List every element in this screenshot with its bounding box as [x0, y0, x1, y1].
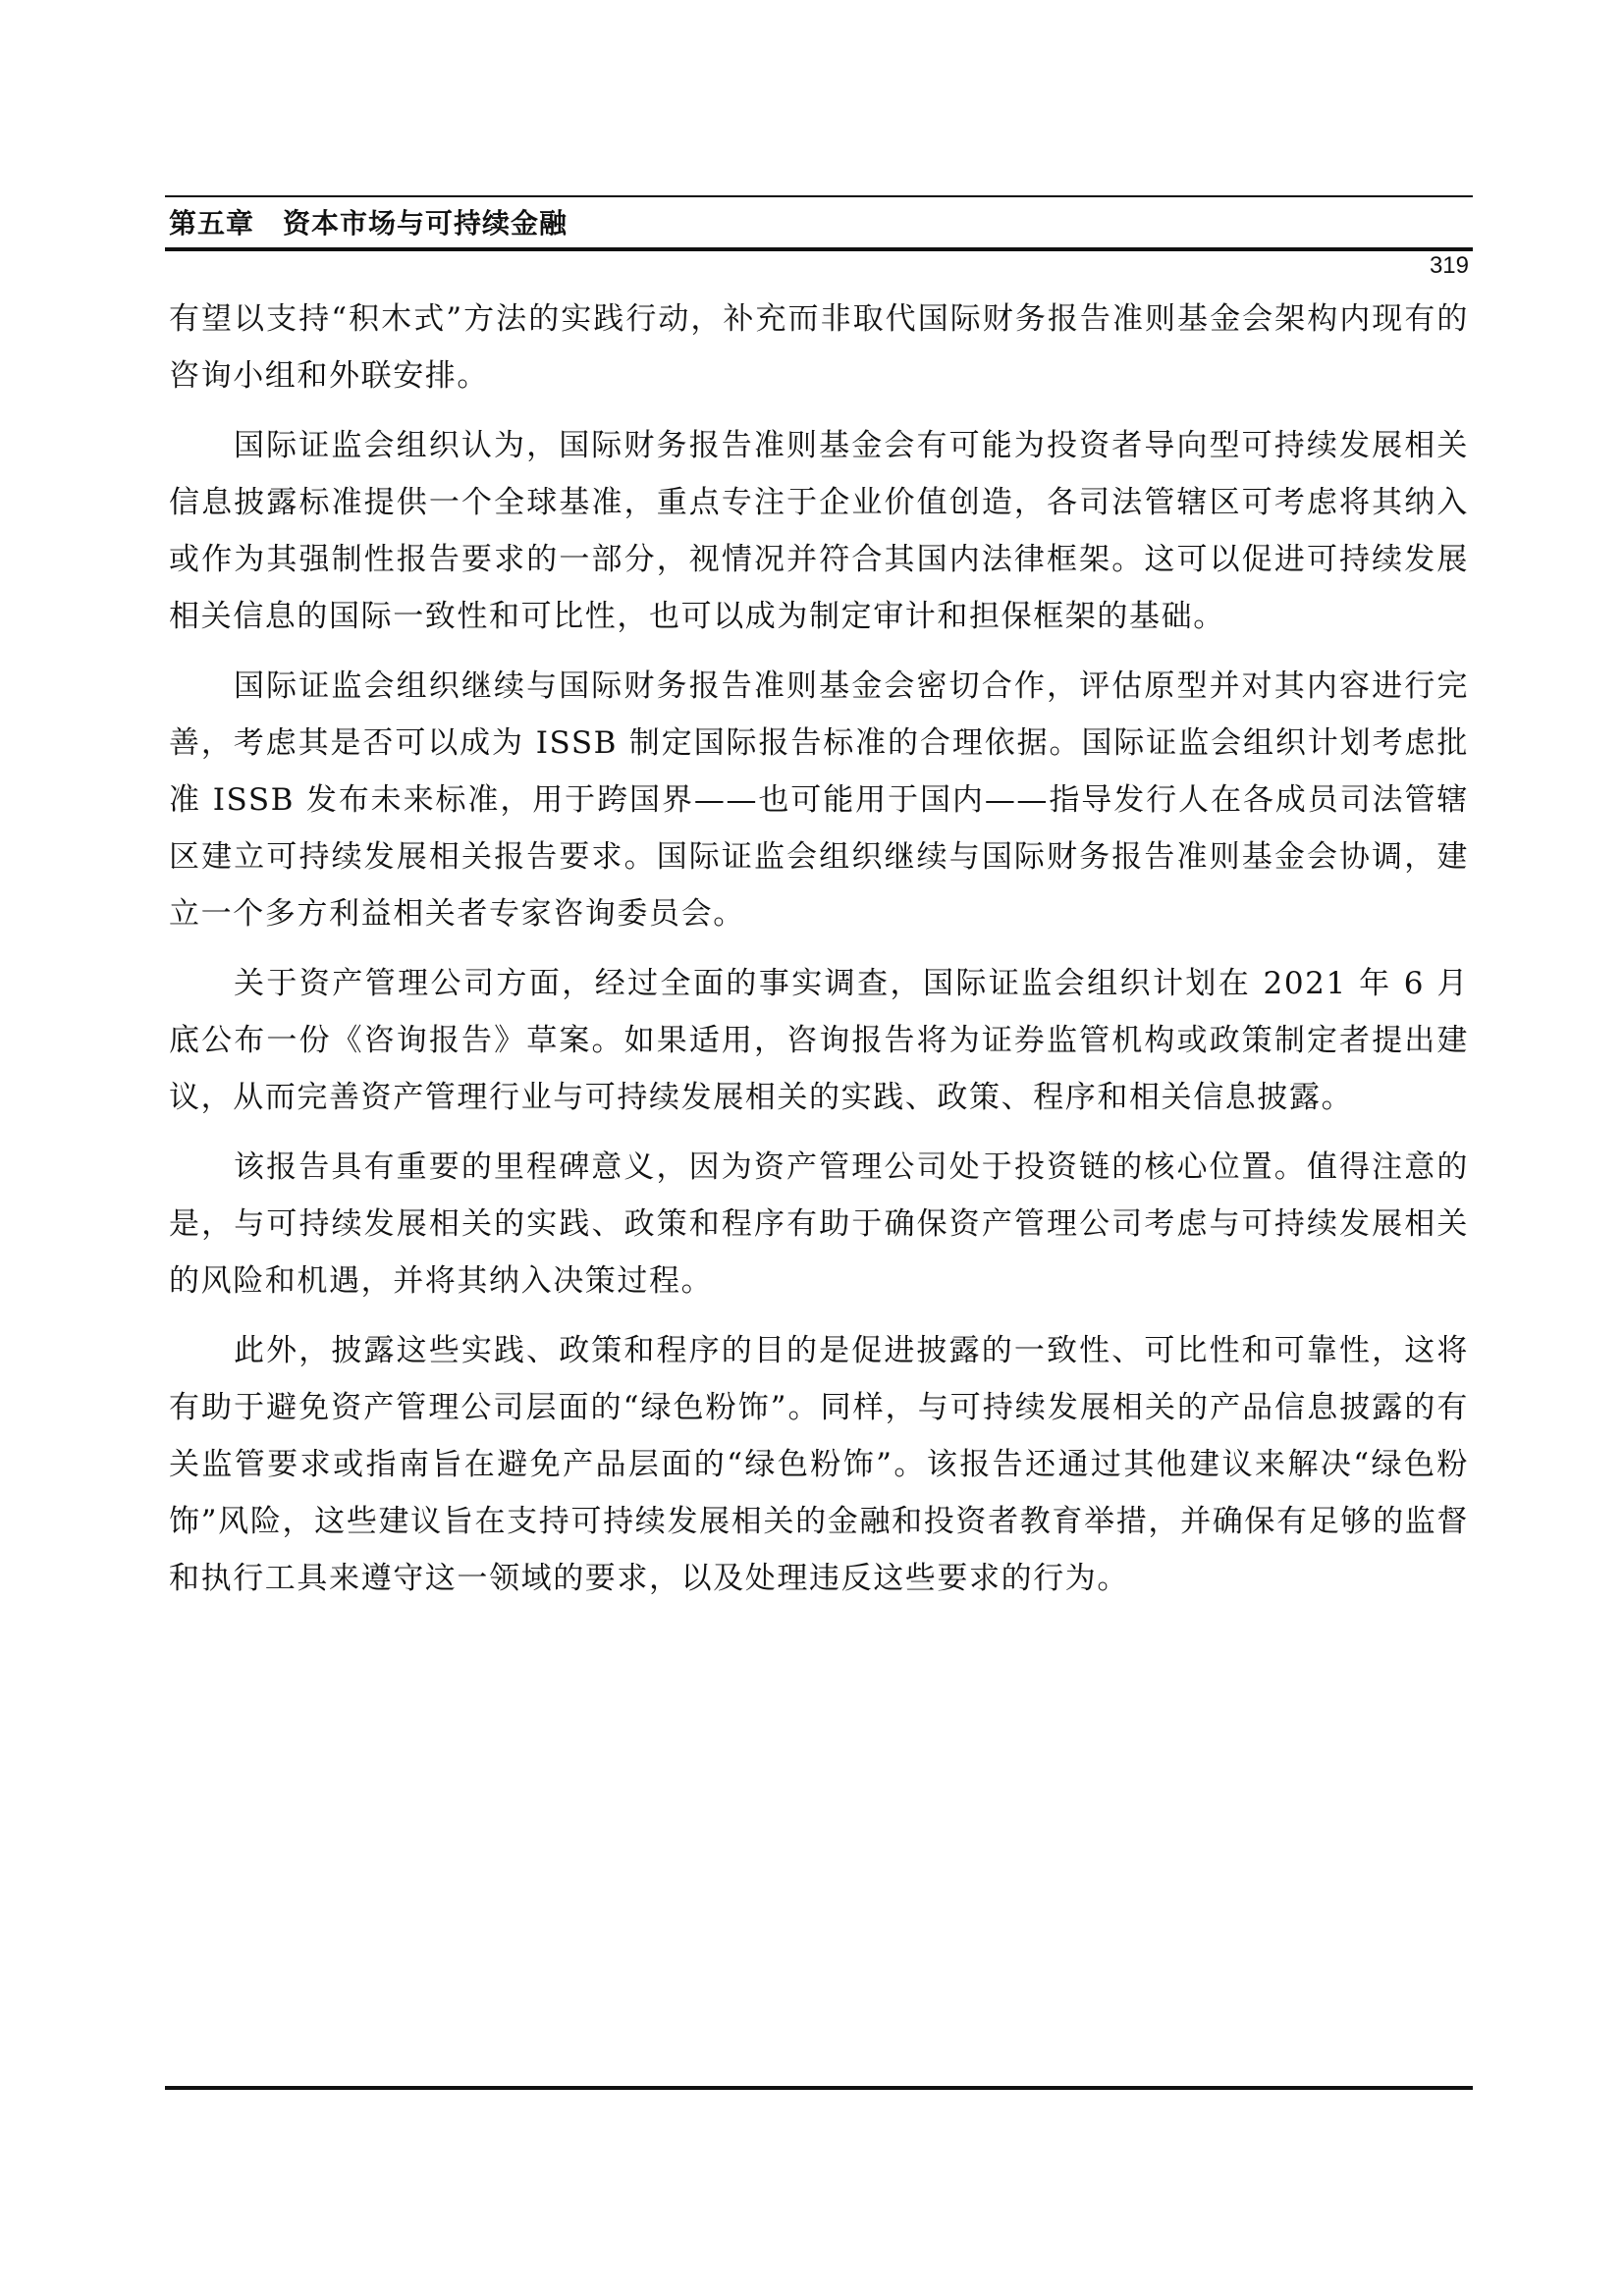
- header-top-rule: [165, 195, 1473, 197]
- paragraph-continued: 有望以支持“积木式”方法的实践行动，补充而非取代国际财务报告准则基金会架构内现有的咨询小组和外联安排。: [169, 301, 1469, 394]
- paragraph: 此外，披露这些实践、政策和程序的目的是促进披露的一致性、可比性和可靠性，这将有助于避免资产管理公司层面的“绿色粉饰”。同样，与可持续发展相关的产品信息披露的有关监管要求或指南旨在避免产品层面的“绿色粉饰”。该报告还通过其他建议来解决“绿色粉饰”风险，这些建议旨在支持可持续发展相关的金融和投资者教育举措，并确保有足够的监督和执行工具来遵守这一领域的要求，以及处理违反这些要求的行为。: [169, 1333, 1469, 1596]
- body-text: [169, 291, 1469, 1620]
- header-bottom-rule: [165, 247, 1473, 251]
- chapter-title: 第五章 资本市场与可持续金融: [169, 207, 568, 240]
- footer-rule: [165, 2086, 1473, 2090]
- paragraph: 该报告具有重要的里程碑意义，因为资产管理公司处于投资链的核心位置。值得注意的是，与可持续发展相关的实践、政策和程序有助于确保资产管理公司考虑与可持续发展相关的风险和机遇，并将其纳入决策过程。: [169, 1149, 1469, 1299]
- paragraph: 国际证监会组织认为，国际财务报告准则基金会有可能为投资者导向型可持续发展相关信息披露标准提供一个全球基准，重点专注于企业价值创造，各司法管辖区可考虑将其纳入或作为其强制性报告要求的一部分，视情况并符合其国内法律框架。这可以促进可持续发展相关信息的国际一致性和可比性，也可以成为制定审计和担保框架的基础。: [169, 428, 1469, 634]
- page-number: 319: [1429, 252, 1469, 279]
- paragraph: 国际证监会组织继续与国际财务报告准则基金会密切合作，评估原型并对其内容进行完善，考虑其是否可以成为 ISSB 制定国际报告标准的合理依据。国际证监会组织计划考虑批准 ISSB 发布未来标准，用于跨国界——也可能用于国内——指导发行人在各成员司法管辖区建立可持续发展相关报告要求。国际证监会组织继续与国际财务报告准则基金会协调，建立一个多方利益相关者专家咨询委员会。: [169, 668, 1469, 932]
- paragraph: 关于资产管理公司方面，经过全面的事实调查，国际证监会组织计划在 2021 年 6 月底公布一份《咨询报告》草案。如果适用，咨询报告将为证券监管机构或政策制定者提出建议，从而完善资产管理行业与可持续发展相关的实践、政策、程序和相关信息披露。: [169, 966, 1469, 1115]
